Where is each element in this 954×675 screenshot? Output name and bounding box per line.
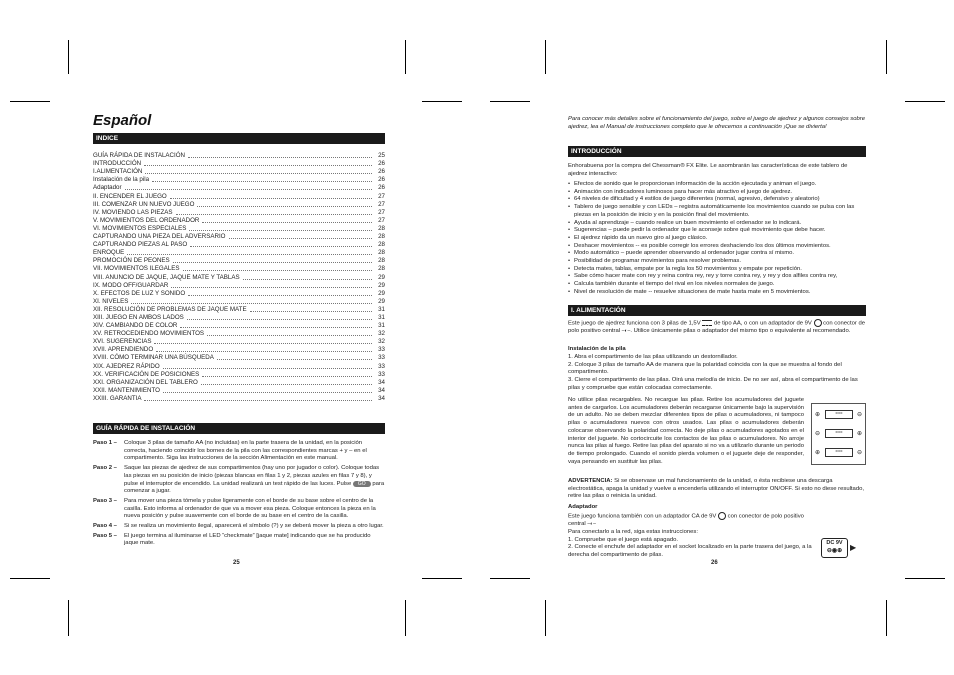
toc-title: XI. NIVELES bbox=[93, 297, 129, 305]
toc-title: PROMOCIÓN DE PEONES bbox=[93, 257, 170, 265]
battery-icon: ≡≡≡≡ bbox=[825, 410, 853, 419]
toc-row bbox=[93, 217, 385, 225]
feature-item: • Tablero de juego sensible y con LEDs – registra automáticamente los movimientos cuando se pulsa con las piezas en la posición de inicio y en la posición final del movimiento. bbox=[568, 204, 866, 219]
crop-mark bbox=[68, 40, 69, 74]
toc-leader bbox=[250, 311, 372, 312]
intro-header: INTRODUCCIÓN bbox=[568, 146, 866, 157]
plus-icon: ⊕ bbox=[815, 412, 821, 418]
step-text: Para mover una pieza tómela y pulse ligeramente con el borde de su base sobre el centro de la casilla. Esto informa al ordenador de que va a mover esa pieza. Coloque entonces la pieza en la nueva posición y pulse suavemente con el borde de su base en el centro de la casilla. bbox=[124, 497, 376, 520]
battery-icon: ≡≡≡≡ bbox=[825, 448, 853, 457]
toc-page: 31 bbox=[378, 313, 385, 321]
toc-row bbox=[93, 176, 385, 184]
toc-row bbox=[93, 298, 385, 306]
toc-row bbox=[93, 387, 385, 395]
toc-page: 29 bbox=[378, 273, 385, 281]
crop-mark bbox=[405, 600, 406, 636]
toc-page: 26 bbox=[378, 176, 385, 184]
toc-title: III. COMENZAR UN NUEVO JUEGO bbox=[93, 200, 195, 208]
arrow-right-icon: ▶ bbox=[850, 543, 857, 552]
crop-mark bbox=[10, 578, 50, 579]
toc-page: 32 bbox=[378, 330, 385, 338]
dc-label: DC 9V bbox=[826, 540, 843, 546]
toc-title: XXI. ORGANIZACIÓN DEL TABLERO bbox=[93, 378, 198, 386]
toc-page: 33 bbox=[378, 354, 385, 362]
toc-row bbox=[93, 379, 385, 387]
step-text: Si se realiza un movimiento ilegal, aparecerá el símbolo (?) y se deberá mover la pieza a otro lugar. bbox=[124, 523, 384, 530]
page-number: 25 bbox=[233, 560, 240, 566]
toc-title: V. MOVIMIENTOS DEL ORDENADOR bbox=[93, 216, 200, 224]
feature-item: • Nivel de resolución de mate -- resuelve situaciones de mate hasta mate en 5 movimientos. bbox=[568, 289, 866, 297]
toc-title: I.ALIMENTACIÓN bbox=[93, 168, 143, 176]
power-text-b: de tipo AA, o con un adaptador de 9V bbox=[713, 320, 812, 327]
toc-row bbox=[93, 282, 385, 290]
toc-page: 28 bbox=[378, 241, 385, 249]
toc-page: 28 bbox=[378, 265, 385, 273]
toc-title: ENROQUE bbox=[93, 249, 125, 257]
step-label: Paso 1 – bbox=[93, 440, 117, 446]
toc-row bbox=[93, 362, 385, 370]
toc-title: VI. MOVIMIENTOS ESPECIALES bbox=[93, 224, 187, 232]
crop-mark bbox=[905, 578, 945, 579]
toc-page: 28 bbox=[378, 224, 385, 232]
toc-page: 26 bbox=[378, 184, 385, 192]
toc-title: IX. MODO OFF/GUARDAR bbox=[93, 281, 169, 289]
jack-icon: ⊖◉⊕ bbox=[826, 548, 843, 554]
crop-mark bbox=[490, 578, 530, 579]
toc-page: 29 bbox=[378, 281, 385, 289]
plus-icon: ⊕ bbox=[815, 450, 821, 456]
toc-row bbox=[93, 395, 385, 403]
toc-row bbox=[93, 314, 385, 322]
page-number: 26 bbox=[711, 560, 718, 566]
intro-text: Enhorabuena por la compra del Chessman® FX Elite. Le asombrarán las características de este tablero de ajedrez interactivo: bbox=[568, 163, 848, 177]
toc-row bbox=[93, 306, 385, 314]
toc-leader bbox=[202, 376, 372, 377]
toc-leader bbox=[202, 222, 372, 223]
battery-step: 3. Cierre el compartimento de las pilas. Oirá una melodía de inicio. De no ser así, abra el compartimento de las pilas y compruebe que están colocadas correctamente. bbox=[568, 377, 858, 391]
toc-page: 34 bbox=[378, 386, 385, 394]
toc-row bbox=[93, 152, 385, 160]
feature-item: • Detecta mates, tablas, empate por la regla los 50 movimientos y empate por repetición. bbox=[568, 266, 866, 274]
dc-symbol-icon bbox=[702, 320, 712, 326]
feature-item: • Modo automático – puede aprender observando al ordenador jugar contra sí mismo. bbox=[568, 250, 866, 258]
toc-row bbox=[93, 233, 385, 241]
step-label: Paso 3 – bbox=[93, 497, 117, 504]
toc-row bbox=[93, 338, 385, 346]
toc-row bbox=[93, 354, 385, 362]
crop-mark bbox=[422, 101, 462, 102]
toc-title: XXII. MANTENIMIENTO bbox=[93, 386, 160, 394]
toc-leader bbox=[163, 392, 372, 393]
adapter-plug-icon bbox=[718, 512, 726, 520]
step-text: Saque las piezas de ajedrez de sus compartimentos (hay uno por jugador o color). Coloque todas las piezas en su posición de inicio (piezas blancas en filas 1 y 2, piezas azules en filas 7 y 8), y pulse el interruptor de encendido. La unidad realizará un test rápido de las luces. Pulse GO para comenzar a jugar. bbox=[124, 465, 385, 495]
toc-title: CAPTURANDO PIEZAS AL PASO bbox=[93, 241, 188, 249]
crop-mark bbox=[422, 578, 462, 579]
toc-page: 28 bbox=[378, 233, 385, 241]
toc-leader bbox=[152, 181, 372, 182]
minus-icon: ⊖ bbox=[856, 450, 862, 456]
battery-slot bbox=[815, 448, 862, 459]
battery-diagram bbox=[811, 403, 866, 465]
toc-row bbox=[93, 273, 385, 281]
toc-row bbox=[93, 346, 385, 354]
feature-item: • El ajedrez rápido da un nuevo giro al juego clásico. bbox=[568, 235, 866, 243]
toc-leader bbox=[171, 287, 372, 288]
adapter-text bbox=[568, 512, 818, 560]
toc-row bbox=[93, 290, 385, 298]
toc-title: IV. MOVIENDO LAS PIEZAS bbox=[93, 208, 173, 216]
toc-row bbox=[93, 201, 385, 209]
toc-leader bbox=[183, 270, 372, 271]
toc-title: VII. MOVIMIENTOS ILEGALES bbox=[93, 265, 180, 273]
toc-leader bbox=[173, 262, 372, 263]
adapter-step: 2. Conecte el enchufe del adaptador en el socket localizado en la parte trasera del juego, a la derecha del compartimento de pilas. bbox=[568, 544, 812, 559]
battery-step: 1. Abra el compartimento de las pilas utilizando un destornillador. bbox=[568, 354, 738, 360]
feature-item: • Sabe cómo hacer mate con rey y reina contra rey, rey y torre contra rey, y rey y dos alfiles contra rey, bbox=[568, 273, 866, 281]
battery-slot bbox=[815, 429, 862, 440]
toc-leader bbox=[131, 303, 372, 304]
advert-text: Si se observase un mal funcionamiento de la unidad, o ésta recibiese una descarga electrostática, apaga la unidad y vuelve a encenderla utilizando el interruptor ON/OFF. Si esto no diese resultado, retire las pilas o reinicia la unidad. bbox=[568, 478, 865, 500]
adapter-text-b: con conector de polo positivo central bbox=[568, 513, 804, 528]
crop-mark bbox=[490, 101, 530, 102]
quick-step bbox=[93, 465, 385, 496]
toc-leader bbox=[180, 327, 372, 328]
toc-page: 27 bbox=[378, 216, 385, 224]
toc-leader bbox=[207, 335, 372, 336]
toc-title: II. ENCENDER EL JUEGO bbox=[93, 192, 167, 200]
feature-item: • Animación con indicadores luminosos para hacer más atractivo el juego de ajedrez. bbox=[568, 189, 866, 197]
crop-mark bbox=[68, 600, 69, 636]
minus-icon: ⊖ bbox=[815, 431, 821, 437]
toc-leader bbox=[170, 198, 372, 199]
toc-title: Adaptador bbox=[93, 184, 122, 192]
power-text-c: con conector de polo positivo central bbox=[568, 320, 866, 335]
page-title: Español bbox=[93, 112, 152, 129]
toc-page: 27 bbox=[378, 200, 385, 208]
quick-guide-steps bbox=[93, 440, 385, 550]
power-text-d: . Utilice únicamente pilas o adaptador del mismo tipo o equivalente al recomendado. bbox=[630, 328, 851, 335]
toc-leader bbox=[217, 359, 372, 360]
go-key-icon: GO bbox=[353, 481, 371, 487]
toc-leader bbox=[127, 254, 372, 255]
toc-title: GUÍA RÁPIDA DE INSTALACIÓN bbox=[93, 152, 186, 160]
crop-mark bbox=[545, 600, 546, 636]
toc-page: 33 bbox=[378, 362, 385, 370]
toc-row bbox=[93, 371, 385, 379]
quick-guide-header: GUÍA RÁPIDA DE INSTALACIÓN bbox=[93, 423, 385, 434]
battery-step: 2. Coloque 3 pilas de tamaño AA de manera que la polaridad coincida con la que se muestra al fondo del compartimento. bbox=[568, 361, 842, 376]
adapter-plug-icon bbox=[814, 319, 822, 327]
toc-row bbox=[93, 330, 385, 338]
toc-title: INTRODUCCIÓN bbox=[93, 160, 142, 168]
toc-page: 29 bbox=[378, 289, 385, 297]
toc-title: X. EFECTOS DE LUZ Y SONIDO bbox=[93, 289, 186, 297]
toc-page: 32 bbox=[378, 338, 385, 346]
toc-leader bbox=[197, 206, 372, 207]
toc-leader bbox=[145, 173, 372, 174]
crop-mark bbox=[886, 600, 887, 636]
step-label: Paso 2 – bbox=[93, 465, 117, 472]
toc-title: VIII. ANUNCIO DE JAQUE, JAQUE MATE Y TABLAS bbox=[93, 273, 240, 281]
quick-step bbox=[93, 523, 385, 531]
toc-leader bbox=[188, 295, 372, 296]
toc-title: Instalación de la pila bbox=[93, 176, 150, 184]
feature-item: • 64 niveles de dificultad y 4 estilos de juego diferentes (normal, agresivo, defensivo y aleatorio) bbox=[568, 196, 866, 204]
toc-title: XIV. CAMBIANDO DE COLOR bbox=[93, 322, 178, 330]
feature-list bbox=[568, 181, 866, 297]
step-label: Paso 4 – bbox=[93, 523, 117, 530]
step-label: Paso 5 – bbox=[93, 532, 117, 539]
toc-page: 31 bbox=[378, 305, 385, 313]
toc-page: 28 bbox=[378, 249, 385, 257]
quick-step bbox=[93, 533, 385, 548]
toc-page: 27 bbox=[378, 192, 385, 200]
toc-page: 27 bbox=[378, 208, 385, 216]
power-text-a: Este juego de ajedrez funciona con 3 pilas de 1,5V bbox=[568, 320, 701, 327]
crop-mark bbox=[10, 101, 50, 102]
toc-leader bbox=[189, 230, 372, 231]
adapter-steps bbox=[568, 537, 818, 560]
toc-page: 33 bbox=[378, 370, 385, 378]
toc-leader bbox=[201, 384, 372, 385]
adapter-title: Adaptador bbox=[568, 504, 598, 510]
intro-italic: Para conocer más detalles sobre el funcionamiento del juego, sobre el juego de ajedrez y algunos consejos sobre ajedrez, lea el Manual de instrucciones completo que le ofrecemos a continuación ¡Que se divierta! bbox=[568, 116, 866, 130]
step-text: Coloque 3 pilas de tamaño AA (no incluidas) en la parte trasera de la unidad, en la posición correcta, haciendo coincidir los bornes de la pila con las correspondientes marcas + y – en el compartimento. Siga las instrucciones de la sección Alimentación en este manual. bbox=[124, 440, 367, 462]
feature-item: • Ayuda al aprendizaje – cuando realice un buen movimiento el ordenador se lo indicará. bbox=[568, 220, 866, 228]
polarity-icon: –◐– bbox=[587, 521, 596, 528]
toc-title: XVII. APRENDIENDO bbox=[93, 346, 154, 354]
adapter-text-c: Para conectarlo a la red, siga estas instrucciones: bbox=[568, 528, 698, 535]
toc-title: XIX. AJEDREZ RÁPIDO bbox=[93, 362, 160, 370]
toc-leader bbox=[176, 214, 372, 215]
toc-leader bbox=[156, 351, 372, 352]
toc-leader bbox=[190, 246, 372, 247]
polarity-icon: –◐– bbox=[621, 328, 631, 335]
toc-page: 29 bbox=[378, 297, 385, 305]
toc-leader bbox=[163, 368, 372, 369]
toc-title: XX. VERIFICACIÓN DE POSICIONES bbox=[93, 370, 200, 378]
battery-warning: No utilice pilas recargables. No recargue las pilas. Retire los acumuladores del juguete antes de cargarlos. Los acumuladores deberán recargarse únicamente bajo la supervisión de un adulto. No se deben mezclar diferentes tipos de pilas o acumuladores, ni tampoco pilas o acumuladores nuevos con otros usados. Las pilas o acumuladores deberán colocarse observando la polaridad correcta. No deje pilas o acumuladores agotados en el interior del juguete. No cortocircuite los contactos de las pilas o acumuladores. No arroje nunca las pilas al fuego. Retire las pilas del aparato si no va a utilizarlo durante un periodo de tiempo prolongado. Cuando el sonido pierda volumen o el juguete deje de responder, vaya pensando en sustituir las pilas. bbox=[568, 397, 804, 465]
adapter-step: 1. Compruebe que el juego está apagado. bbox=[568, 536, 679, 543]
crop-mark bbox=[905, 101, 945, 102]
crop-mark bbox=[405, 40, 406, 74]
advertencia bbox=[568, 478, 866, 501]
feature-item: • Posibilidad de programar movimientos para resolver problemas. bbox=[568, 258, 866, 266]
toc-row bbox=[93, 192, 385, 200]
power-header: I. ALIMENTACIÓN bbox=[568, 305, 866, 316]
toc-page: 25 bbox=[378, 152, 385, 160]
battery-install-title: Instalación de la pila bbox=[568, 346, 626, 352]
toc-leader bbox=[229, 238, 373, 239]
dc-jack-diagram bbox=[821, 538, 848, 558]
toc-row bbox=[93, 241, 385, 249]
quick-step bbox=[93, 440, 385, 463]
toc-title: XVIII. CÓMO TERMINAR UNA BÚSQUEDA bbox=[93, 354, 214, 362]
battery-slot bbox=[815, 410, 862, 421]
index-header: INDICE bbox=[93, 133, 385, 144]
toc-title: CAPTURANDO UNA PIEZA DEL ADVERSARIO bbox=[93, 233, 226, 241]
crop-mark bbox=[886, 40, 887, 74]
toc-page: 34 bbox=[378, 394, 385, 402]
toc-row bbox=[93, 160, 385, 168]
toc-leader bbox=[144, 400, 372, 401]
feature-item: • Deshacer movimientos -- es posible corregir los errores deshaciendo los dos últimos movimientos. bbox=[568, 243, 866, 251]
toc-title: XIII. JUEGO EN AMBOS LADOS bbox=[93, 313, 184, 321]
power-text bbox=[568, 319, 866, 336]
feature-item: • Efectos de sonido que le proporcionan información de la acción ejecutada y animan el juego. bbox=[568, 181, 866, 189]
adapter-text-a: Este juego funciona también con un adaptador CA de 9V bbox=[568, 513, 717, 520]
table-of-contents bbox=[93, 152, 385, 403]
toc-page: 26 bbox=[378, 168, 385, 176]
plus-icon: ⊕ bbox=[856, 431, 862, 437]
toc-row bbox=[93, 249, 385, 257]
toc-leader bbox=[243, 279, 372, 280]
toc-row bbox=[93, 225, 385, 233]
feature-item: • Calcula también durante el tiempo del rival en los niveles normales de juego. bbox=[568, 281, 866, 289]
toc-row bbox=[93, 184, 385, 192]
toc-row bbox=[93, 209, 385, 217]
step-text: El juego termina al iluminarse el LED “checkmate” [jaque mate] indicando que se ha producido jaque mate. bbox=[124, 532, 371, 547]
toc-page: 34 bbox=[378, 378, 385, 386]
battery-steps bbox=[568, 354, 866, 393]
toc-row bbox=[93, 168, 385, 176]
toc-row bbox=[93, 322, 385, 330]
crop-mark bbox=[545, 40, 546, 74]
toc-page: 31 bbox=[378, 322, 385, 330]
toc-leader bbox=[125, 189, 372, 190]
toc-row bbox=[93, 265, 385, 273]
toc-page: 33 bbox=[378, 346, 385, 354]
advert-label: ADVERTENCIA: bbox=[568, 478, 613, 484]
minus-icon: ⊖ bbox=[856, 412, 862, 418]
toc-row bbox=[93, 257, 385, 265]
toc-leader bbox=[188, 157, 372, 158]
toc-title: XXIII. GARANTIA bbox=[93, 394, 142, 402]
quick-step bbox=[93, 498, 385, 521]
toc-page: 26 bbox=[378, 160, 385, 168]
toc-leader bbox=[187, 319, 372, 320]
toc-title: XVI. SUGERENCIAS bbox=[93, 338, 152, 346]
toc-title: XII. RESOLUCIÓN DE PROBLEMAS DE JAQUE MATE bbox=[93, 305, 247, 313]
toc-leader bbox=[144, 165, 372, 166]
feature-item: • Sugerencias – puede pedir la ordenador que le aconseje sobre qué movimiento que debe hacer. bbox=[568, 227, 866, 235]
toc-title: XV. RETROCEDIENDO MOVIMIENTOS bbox=[93, 330, 205, 338]
battery-icon: ≡≡≡≡ bbox=[825, 429, 853, 438]
toc-leader bbox=[154, 343, 372, 344]
toc-page: 28 bbox=[378, 257, 385, 265]
